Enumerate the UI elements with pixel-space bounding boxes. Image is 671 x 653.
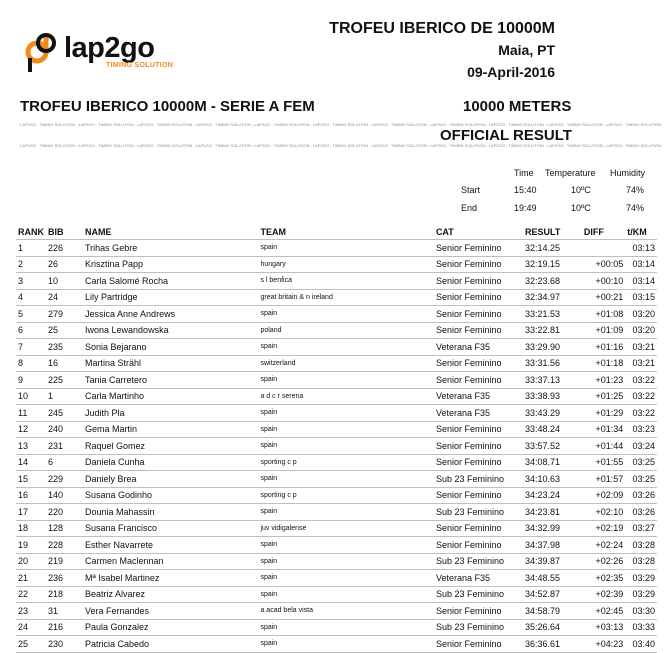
cell-diff: +01:18 <box>582 355 625 372</box>
cell-result: 33:21.53 <box>523 306 582 323</box>
cell-team: sporting c p <box>258 454 433 471</box>
cell-cat: Veterana F35 <box>434 570 523 587</box>
cell-name: Krisztina Papp <box>83 256 258 273</box>
table-row <box>16 454 657 471</box>
table-row <box>16 322 657 339</box>
cell-bib: 226 <box>46 240 83 257</box>
cell-rank: 9 <box>16 372 46 389</box>
cell-pace: 03:22 <box>625 372 657 389</box>
race-title: TROFEU IBERICO 10000M - SERIE A FEM <box>20 98 315 115</box>
cell-name: Dounia Mahassin <box>83 504 258 521</box>
cell-name: Lily Partridge <box>83 289 258 306</box>
cell-rank: 10 <box>16 388 46 405</box>
cell-rank: 8 <box>16 355 46 372</box>
cell-rank: 13 <box>16 438 46 455</box>
cell-cat: Senior Feminino <box>434 454 523 471</box>
table-row <box>16 504 657 521</box>
cell-bib: 6 <box>46 454 83 471</box>
cell-team: spain <box>258 504 433 521</box>
cell-bib: 140 <box>46 487 83 504</box>
cell-bib: 231 <box>46 438 83 455</box>
cell-bib: 128 <box>46 520 83 537</box>
cell-result: 33:38.93 <box>523 388 582 405</box>
cell-diff: +02:39 <box>582 586 625 603</box>
table-row <box>16 570 657 587</box>
cell-diff: +00:21 <box>582 289 625 306</box>
cell-rank: 3 <box>16 273 46 290</box>
cell-rank: 14 <box>16 454 46 471</box>
cell-pace: 03:15 <box>625 289 657 306</box>
cell-diff: +02:26 <box>582 553 625 570</box>
cell-cat: Senior Feminino <box>434 289 523 306</box>
cell-result: 36:36.61 <box>523 636 582 653</box>
cell-diff: +01:34 <box>582 421 625 438</box>
cell-cat: Senior Feminino <box>434 603 523 620</box>
official-result-label: OFFICIAL RESULT <box>440 127 572 144</box>
lap2go-logo <box>22 30 182 74</box>
conditions-start-label: Start <box>461 185 481 195</box>
cell-pace: 03:14 <box>625 273 657 290</box>
cell-cat: Sub 23 Feminino <box>434 471 523 488</box>
table-row <box>16 256 657 273</box>
cell-result: 32:34.97 <box>523 289 582 306</box>
cell-diff: +02:35 <box>582 570 625 587</box>
table-row <box>16 553 657 570</box>
cell-team: juv vidigalense <box>258 520 433 537</box>
cell-cat: Veterana F35 <box>434 388 523 405</box>
cell-bib: 219 <box>46 553 83 570</box>
cell-rank: 22 <box>16 586 46 603</box>
cell-rank: 12 <box>16 421 46 438</box>
cell-diff: +02:24 <box>582 537 625 554</box>
cell-pace: 03:24 <box>625 438 657 455</box>
cell-rank: 6 <box>16 322 46 339</box>
table-row <box>16 438 657 455</box>
cell-bib: 228 <box>46 537 83 554</box>
cell-cat: Senior Feminino <box>434 256 523 273</box>
cell-pace: 03:21 <box>625 339 657 356</box>
cell-team: spain <box>258 636 433 653</box>
col-team: TEAM <box>260 227 286 237</box>
cell-bib: 24 <box>46 289 83 306</box>
conditions-end-humidity: 74% <box>626 203 645 213</box>
cell-result: 33:43.29 <box>523 405 582 422</box>
table-row <box>16 289 657 306</box>
cell-bib: 236 <box>46 570 83 587</box>
cell-name: Susana Francisco <box>83 520 258 537</box>
cell-diff <box>582 240 625 257</box>
cell-pace: 03:14 <box>625 256 657 273</box>
table-row <box>16 619 657 636</box>
cell-cat: Senior Feminino <box>434 487 523 504</box>
table-row <box>16 355 657 372</box>
cell-rank: 16 <box>16 487 46 504</box>
cell-rank: 25 <box>16 636 46 653</box>
cell-pace: 03:25 <box>625 454 657 471</box>
col-result: RESULT <box>524 227 561 237</box>
cell-rank: 7 <box>16 339 46 356</box>
conditions-end-label: End <box>461 203 478 213</box>
col-cat: CAT <box>435 227 454 237</box>
cell-cat: Senior Feminino <box>434 355 523 372</box>
conditions-start-time: 15:40 <box>514 185 537 195</box>
table-row <box>16 273 657 290</box>
cell-cat: Senior Feminino <box>434 306 523 323</box>
cell-name: Daniela Cunha <box>83 454 258 471</box>
cell-diff: +01:16 <box>582 339 625 356</box>
cell-pace: 03:26 <box>625 504 657 521</box>
cell-bib: 235 <box>46 339 83 356</box>
event-date: 09-April-2016 <box>467 64 555 80</box>
watermark-strip: LAP2GO - TIMING SOLUTION - LAP2GO - TIMING SOLUTION - LAP2GO - TIMING SOLUTION - LAP2GO - TIMING SOLUTION - LAP2GO - TIMING SOLUTION - LAP2GO - TIMING SOLUTION - LAP2GO - TIMING SOLUTION - LAP2GO - TIMING SOLUTION - LAP2GO - TIMING SOLUTION - LAP2GO - TIMING SOLUTION - LAP2GO - TIMING SOLUTION <box>20 122 662 127</box>
cell-pace: 03:20 <box>625 306 657 323</box>
cell-result: 34:23.81 <box>523 504 582 521</box>
cell-team: a d c r serena <box>258 388 433 405</box>
watermark-strip: LAP2GO - TIMING SOLUTION - LAP2GO - TIMING SOLUTION - LAP2GO - TIMING SOLUTION - LAP2GO - TIMING SOLUTION - LAP2GO - TIMING SOLUTION - LAP2GO - TIMING SOLUTION - LAP2GO - TIMING SOLUTION - LAP2GO - TIMING SOLUTION - LAP2GO - TIMING SOLUTION - LAP2GO - TIMING SOLUTION - LAP2GO - TIMING SOLUTION <box>20 143 662 148</box>
cell-bib: 26 <box>46 256 83 273</box>
conditions-start-humidity: 74% <box>626 185 645 195</box>
cell-cat: Senior Feminino <box>434 322 523 339</box>
cell-result: 34:58.79 <box>523 603 582 620</box>
cell-name: Iwona Lewandowska <box>83 322 258 339</box>
cell-bib: 279 <box>46 306 83 323</box>
table-row <box>16 603 657 620</box>
cell-team: spain <box>258 438 433 455</box>
cell-diff: +01:08 <box>582 306 625 323</box>
cell-team: spain <box>258 339 433 356</box>
cell-result: 32:23.68 <box>523 273 582 290</box>
cell-team: poland <box>258 322 433 339</box>
cell-cat: Senior Feminino <box>434 537 523 554</box>
cell-name: Jessica Anne Andrews <box>83 306 258 323</box>
table-row <box>16 487 657 504</box>
table-row <box>16 520 657 537</box>
cell-bib: 16 <box>46 355 83 372</box>
cell-rank: 11 <box>16 405 46 422</box>
cell-bib: 10 <box>46 273 83 290</box>
cell-cat: Senior Feminino <box>434 520 523 537</box>
cell-team: spain <box>258 586 433 603</box>
cell-pace: 03:28 <box>625 537 657 554</box>
cell-team: spain <box>258 537 433 554</box>
cell-pace: 03:27 <box>625 520 657 537</box>
conditions-header-time: Time <box>514 168 534 178</box>
cell-diff: +00:05 <box>582 256 625 273</box>
cell-bib: 245 <box>46 405 83 422</box>
cell-pace: 03:20 <box>625 322 657 339</box>
cell-result: 33:29.90 <box>523 339 582 356</box>
cell-rank: 17 <box>16 504 46 521</box>
cell-cat: Senior Feminino <box>434 273 523 290</box>
cell-team: spain <box>258 372 433 389</box>
cell-name: Esther Navarrete <box>83 537 258 554</box>
cell-cat: Sub 23 Feminino <box>434 586 523 603</box>
logo-subtitle: TIMING SOLUTION <box>106 62 174 69</box>
cell-pace: 03:26 <box>625 487 657 504</box>
cell-cat: Senior Feminino <box>434 240 523 257</box>
cell-name: Paula Gonzalez <box>83 619 258 636</box>
cell-name: Martina Strähl <box>83 355 258 372</box>
cell-result: 33:57.52 <box>523 438 582 455</box>
cell-pace: 03:25 <box>625 471 657 488</box>
cell-name: Mª Isabel Martinez <box>83 570 258 587</box>
cell-rank: 18 <box>16 520 46 537</box>
cell-name: Sonia Bejarano <box>83 339 258 356</box>
cell-team: a acad bela vista <box>258 603 433 620</box>
cell-rank: 21 <box>16 570 46 587</box>
table-row <box>16 240 657 257</box>
cell-bib: 230 <box>46 636 83 653</box>
cell-result: 34:10.63 <box>523 471 582 488</box>
cell-name: Vera Fernandes <box>83 603 258 620</box>
cell-bib: 220 <box>46 504 83 521</box>
cell-team: spain <box>258 553 433 570</box>
col-bib: BIB <box>48 227 64 237</box>
cell-pace: 03:22 <box>625 405 657 422</box>
cell-team: hungary <box>258 256 433 273</box>
cell-result: 34:39.87 <box>523 553 582 570</box>
cell-team: spain <box>258 570 433 587</box>
cell-bib: 31 <box>46 603 83 620</box>
cell-pace: 03:29 <box>625 570 657 587</box>
cell-diff: +04:23 <box>582 636 625 653</box>
cell-name: Gema Martin <box>83 421 258 438</box>
cell-name: Daniely Brea <box>83 471 258 488</box>
cell-diff: +01:29 <box>582 405 625 422</box>
cell-pace: 03:29 <box>625 586 657 603</box>
cell-team: spain <box>258 619 433 636</box>
cell-diff: +02:10 <box>582 504 625 521</box>
cell-pace: 03:28 <box>625 553 657 570</box>
conditions-header-humidity: Humidity <box>610 168 646 178</box>
table-row <box>16 405 657 422</box>
cell-result: 35:26.64 <box>523 619 582 636</box>
lap2go-logo-icon <box>22 30 62 74</box>
cell-cat: Sub 23 Feminino <box>434 619 523 636</box>
cell-pace: 03:23 <box>625 421 657 438</box>
race-distance: 10000 METERS <box>463 98 572 115</box>
cell-team: switzerland <box>258 355 433 372</box>
cell-result: 32:14.25 <box>523 240 582 257</box>
cell-result: 33:37.13 <box>523 372 582 389</box>
cell-result: 34:52.87 <box>523 586 582 603</box>
table-row <box>16 372 657 389</box>
cell-cat: Senior Feminino <box>434 421 523 438</box>
cell-rank: 2 <box>16 256 46 273</box>
results-table <box>16 225 657 653</box>
cell-cat: Veterana F35 <box>434 405 523 422</box>
cell-cat: Sub 23 Feminino <box>434 553 523 570</box>
cell-name: Tania Carretero <box>83 372 258 389</box>
conditions-end-time: 19:49 <box>514 203 537 213</box>
cell-team: great britain & n ireland <box>258 289 433 306</box>
cell-diff: +01:44 <box>582 438 625 455</box>
cell-result: 34:48.55 <box>523 570 582 587</box>
col-name: NAME <box>85 227 112 237</box>
table-row <box>16 586 657 603</box>
cell-name: Raquel Gomez <box>83 438 258 455</box>
table-row <box>16 636 657 653</box>
col-diff: DIFF <box>583 227 604 237</box>
cell-cat: Veterana F35 <box>434 339 523 356</box>
event-location: Maia, PT <box>498 42 555 58</box>
cell-team: s l benfica <box>258 273 433 290</box>
cell-team: sporting c p <box>258 487 433 504</box>
cell-name: Susana Godinho <box>83 487 258 504</box>
cell-cat: Senior Feminino <box>434 438 523 455</box>
cell-pace: 03:40 <box>625 636 657 653</box>
cell-pace: 03:33 <box>625 619 657 636</box>
cell-diff: +01:09 <box>582 322 625 339</box>
conditions-header-temperature: Temperature <box>545 168 596 178</box>
cell-team: spain <box>258 471 433 488</box>
event-name: TROFEU IBERICO DE 10000M <box>329 20 555 37</box>
cell-bib: 218 <box>46 586 83 603</box>
cell-result: 34:08.71 <box>523 454 582 471</box>
cell-diff: +00:10 <box>582 273 625 290</box>
cell-diff: +03:13 <box>582 619 625 636</box>
table-row <box>16 471 657 488</box>
cell-pace: 03:21 <box>625 355 657 372</box>
cell-result: 33:22.81 <box>523 322 582 339</box>
col-rank: RANK <box>18 227 44 237</box>
results-header-row <box>16 225 657 240</box>
table-row <box>16 537 657 554</box>
cell-name: Carla Salomé Rocha <box>83 273 258 290</box>
cell-pace: 03:30 <box>625 603 657 620</box>
cell-bib: 25 <box>46 322 83 339</box>
cell-name: Carmen Maclennan <box>83 553 258 570</box>
cell-diff: +01:23 <box>582 372 625 389</box>
cell-team: spain <box>258 421 433 438</box>
table-row <box>16 306 657 323</box>
col-pace: t/KM <box>627 227 647 237</box>
conditions-end-temperature: 10ºC <box>571 203 591 213</box>
cell-result: 32:19.15 <box>523 256 582 273</box>
cell-rank: 24 <box>16 619 46 636</box>
cell-result: 34:32.99 <box>523 520 582 537</box>
cell-cat: Senior Feminino <box>434 372 523 389</box>
cell-team: spain <box>258 240 433 257</box>
cell-team: spain <box>258 306 433 323</box>
cell-result: 33:48.24 <box>523 421 582 438</box>
cell-rank: 23 <box>16 603 46 620</box>
cell-name: Trihas Gebre <box>83 240 258 257</box>
table-row <box>16 339 657 356</box>
logo-wordmark: lap2go <box>64 32 155 64</box>
cell-result: 34:23.24 <box>523 487 582 504</box>
cell-bib: 1 <box>46 388 83 405</box>
cell-cat: Senior Feminino <box>434 636 523 653</box>
table-row <box>16 388 657 405</box>
cell-name: Judith Pla <box>83 405 258 422</box>
cell-rank: 15 <box>16 471 46 488</box>
cell-result: 34:37.98 <box>523 537 582 554</box>
cell-bib: 240 <box>46 421 83 438</box>
cell-diff: +01:25 <box>582 388 625 405</box>
cell-name: Patricia Cabedo <box>83 636 258 653</box>
cell-rank: 1 <box>16 240 46 257</box>
cell-diff: +02:19 <box>582 520 625 537</box>
conditions-start-temperature: 10ºC <box>571 185 591 195</box>
cell-rank: 19 <box>16 537 46 554</box>
cell-result: 33:31.56 <box>523 355 582 372</box>
cell-rank: 4 <box>16 289 46 306</box>
cell-cat: Sub 23 Feminino <box>434 504 523 521</box>
cell-bib: 216 <box>46 619 83 636</box>
cell-rank: 20 <box>16 553 46 570</box>
cell-diff: +02:09 <box>582 487 625 504</box>
cell-name: Beatriz Alvarez <box>83 586 258 603</box>
cell-team: spain <box>258 405 433 422</box>
cell-diff: +01:55 <box>582 454 625 471</box>
cell-diff: +02:45 <box>582 603 625 620</box>
table-row <box>16 421 657 438</box>
cell-pace: 03:13 <box>625 240 657 257</box>
cell-name: Carla Martinho <box>83 388 258 405</box>
cell-rank: 5 <box>16 306 46 323</box>
cell-bib: 229 <box>46 471 83 488</box>
cell-diff: +01:57 <box>582 471 625 488</box>
cell-bib: 225 <box>46 372 83 389</box>
cell-pace: 03:22 <box>625 388 657 405</box>
